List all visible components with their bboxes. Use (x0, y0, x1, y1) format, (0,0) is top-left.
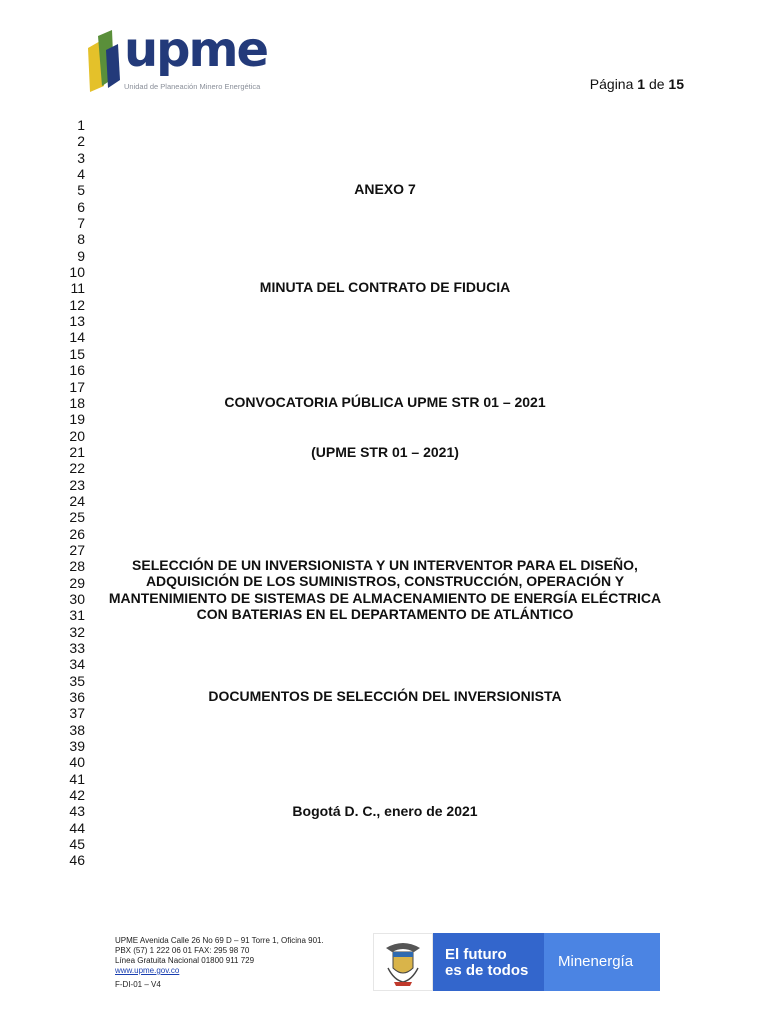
line-numbers (40, 117, 85, 869)
line-number: 4 (77, 166, 85, 183)
line-number: 35 (69, 672, 85, 689)
line-number: 6 (77, 198, 85, 215)
page-current: 1 (637, 76, 646, 92)
line-number: 34 (69, 656, 85, 673)
line-number: 44 (69, 819, 85, 836)
government-banner (373, 933, 660, 991)
selection-line: CON BATERIAS EN EL DEPARTAMENTO DE ATLÁNTICO (196, 606, 574, 623)
place-date: Bogotá D. C., enero de 2021 (292, 803, 478, 819)
line-number: 37 (69, 705, 85, 722)
line-number: 11 (70, 280, 85, 297)
line-number: 2 (77, 133, 85, 150)
line-number: 16 (69, 362, 85, 379)
line-number: 29 (69, 574, 85, 591)
upme-leaf-icon (84, 30, 124, 94)
selection-line: SELECCIÓN DE UN INVERSIONISTA Y UN INTERVENTOR PARA EL DISEÑO, (132, 557, 638, 573)
upme-logo (84, 22, 268, 98)
slogan-line: El futuro (445, 946, 507, 963)
contract-title: MINUTA DEL CONTRATO DE FIDUCIA (259, 279, 511, 295)
line-number: 7 (77, 215, 85, 232)
line-number: 40 (69, 754, 85, 771)
line-number: 9 (77, 247, 85, 264)
line-number: 12 (69, 296, 85, 313)
line-number: 41 (69, 770, 85, 787)
line-number: 3 (77, 149, 85, 166)
line-number: 13 (69, 313, 85, 330)
line-number: 30 (69, 590, 85, 607)
line-number: 42 (69, 787, 85, 804)
line-number: 21 (69, 443, 85, 460)
line-number: 43 (69, 803, 85, 820)
line-number: 32 (69, 623, 85, 640)
call-code: (UPME STR 01 – 2021) (311, 444, 459, 460)
line-number: 33 (69, 640, 85, 656)
line-number: 5 (77, 182, 85, 199)
line-number: 10 (69, 264, 85, 281)
line-number: 27 (69, 541, 85, 558)
selection-line: ADQUISICIÓN DE LOS SUMINISTROS, CONSTRUCCIÓN, OPERACIÓN Y (145, 573, 625, 590)
coat-of-arms-icon (374, 934, 432, 990)
page-total: 15 (668, 76, 684, 92)
line-number: 24 (69, 492, 85, 509)
toll-free-line: Línea Gratuita Nacional 01800 911 729 (115, 956, 255, 965)
ministry-name: Minenergía (558, 953, 634, 970)
line-number: 36 (69, 689, 85, 706)
call-title: CONVOCATORIA PÚBLICA UPME STR 01 – 2021 (224, 394, 546, 410)
selection-line: MANTENIMIENTO DE SISTEMAS DE ALMACENAMIENTO DE ENERGÍA ELÉCTRICA (108, 589, 662, 606)
logo-wordmark: upme (124, 22, 268, 78)
selection-title (100, 557, 670, 623)
slogan-panel (433, 933, 544, 991)
line-number: 15 (69, 345, 85, 362)
line-number: 28 (69, 558, 85, 575)
website-link[interactable]: www.upme.gov.co (115, 966, 180, 975)
address-line: UPME Avenida Calle 26 No 69 D – 91 Torre 1, Oficina 901. (115, 936, 324, 945)
line-number: 26 (69, 525, 85, 542)
line-number: 38 (69, 721, 85, 738)
line-number: 25 (69, 509, 85, 526)
logo-subtitle: Unidad de Planeación Minero Energética (124, 82, 261, 91)
page-indicator (590, 76, 684, 92)
slogan-text (445, 947, 528, 979)
line-number: 31 (69, 607, 85, 624)
coat-of-arms-box (373, 933, 433, 991)
line-number: 17 (69, 378, 85, 395)
ministry-panel (544, 933, 660, 991)
line-number: 1 (77, 117, 85, 133)
line-number: 46 (69, 852, 85, 869)
line-number: 8 (77, 231, 85, 248)
documents-title: DOCUMENTOS DE SELECCIÓN DEL INVERSIONISTA (208, 688, 562, 704)
page-label: Página (589, 76, 634, 92)
form-code: F-DI-01 – V4 (115, 980, 161, 989)
slogan-line: es de todos (445, 962, 529, 979)
footer-address (115, 936, 324, 976)
line-number: 14 (69, 329, 85, 346)
line-number: 45 (69, 836, 85, 853)
line-number: 20 (69, 427, 85, 444)
page-of: de (648, 76, 665, 92)
line-number: 19 (69, 411, 85, 428)
line-number: 39 (69, 738, 85, 755)
line-number: 22 (69, 460, 85, 477)
line-number: 18 (69, 394, 85, 411)
line-number: 23 (69, 476, 85, 493)
phone-line: PBX (57) 1 222 06 01 FAX: 295 98 70 (115, 946, 250, 955)
annex-title: ANEXO 7 (354, 181, 416, 197)
